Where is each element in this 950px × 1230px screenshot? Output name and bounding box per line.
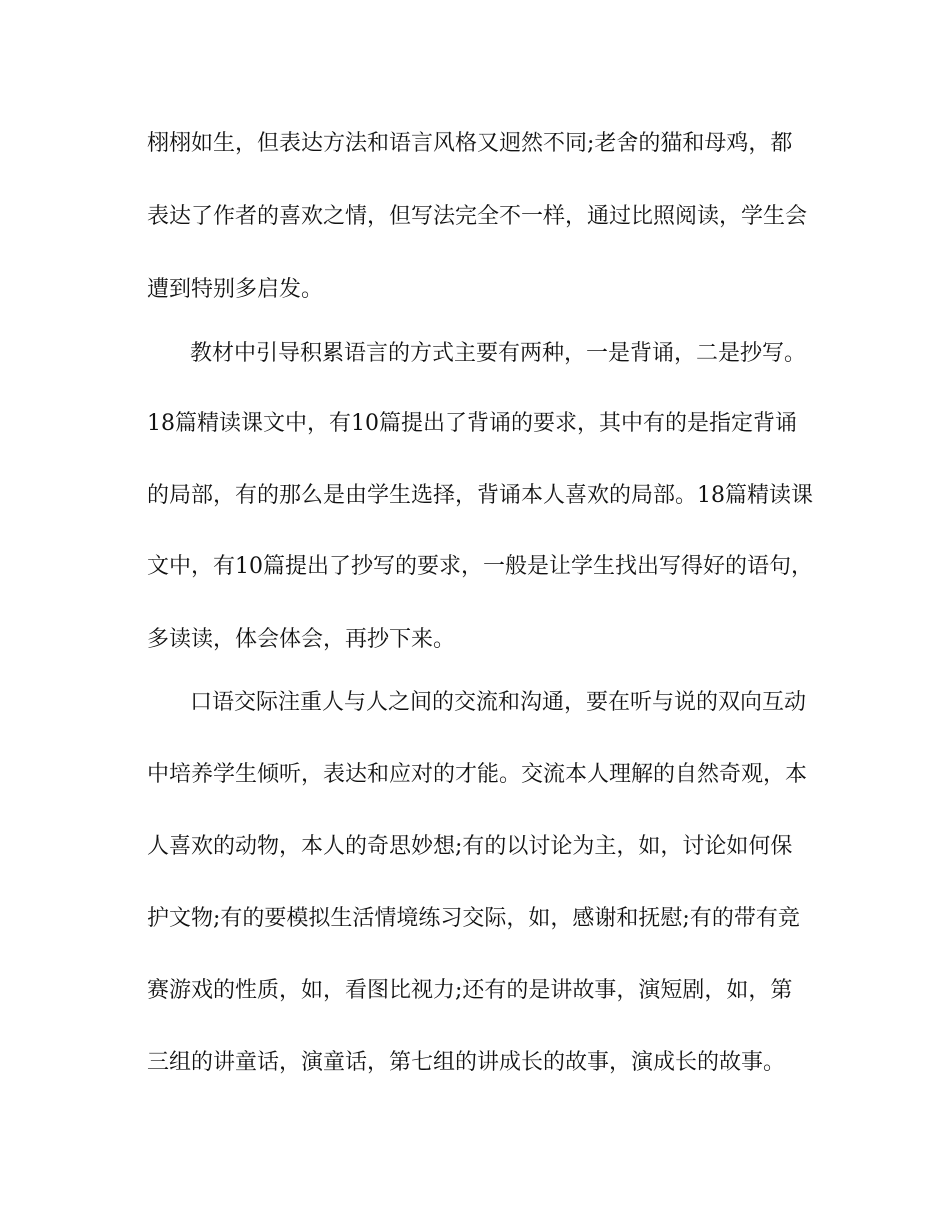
text-line: 人喜欢的动物，本人的奇思妙想;有的以讨论为主，如，讨论如何保	[147, 834, 793, 859]
text-line: 中培养学生倾听，表达和应对的才能。交流本人理解的自然奇观，本	[147, 762, 808, 787]
paragraph-start-line: 口语交际注重人与人之间的交流和沟通，要在听与说的双向互动	[190, 690, 807, 715]
text-line: 护文物;有的要模拟生活情境练习交际，如，感谢和抚慰;有的带有竞	[147, 906, 800, 931]
text-line: 三组的讲童话，演童话，第七组的讲成长的故事，演成长的故事。	[147, 1050, 786, 1075]
paragraph-start-line: 教材中引导积累语言的方式主要有两种，一是背诵，二是抄写。	[190, 341, 807, 366]
text-line: 18篇精读课文中，有10篇提出了背诵的要求，其中有的是指定背诵	[147, 411, 797, 436]
text-line: 遭到特别多启发。	[147, 277, 324, 302]
text-line: 的局部，有的那么是由学生选择，背诵本人喜欢的局部。18篇精读课	[147, 483, 813, 508]
text-line: 表达了作者的喜欢之情，但写法完全不一样，通过比照阅读，学生会	[147, 204, 808, 229]
text-line: 多读读，体会体会，再抄下来。	[147, 627, 456, 652]
text-line: 文中，有10篇提出了抄写的要求，一般是让学生找出写得好的语句，	[147, 554, 813, 579]
text-line: 栩栩如生，但表达方法和语言风格又迥然不同;老舍的猫和母鸡，都	[147, 131, 793, 156]
text-line: 赛游戏的性质，如，看图比视力;还有的是讲故事，演短剧，如，第	[147, 978, 793, 1003]
